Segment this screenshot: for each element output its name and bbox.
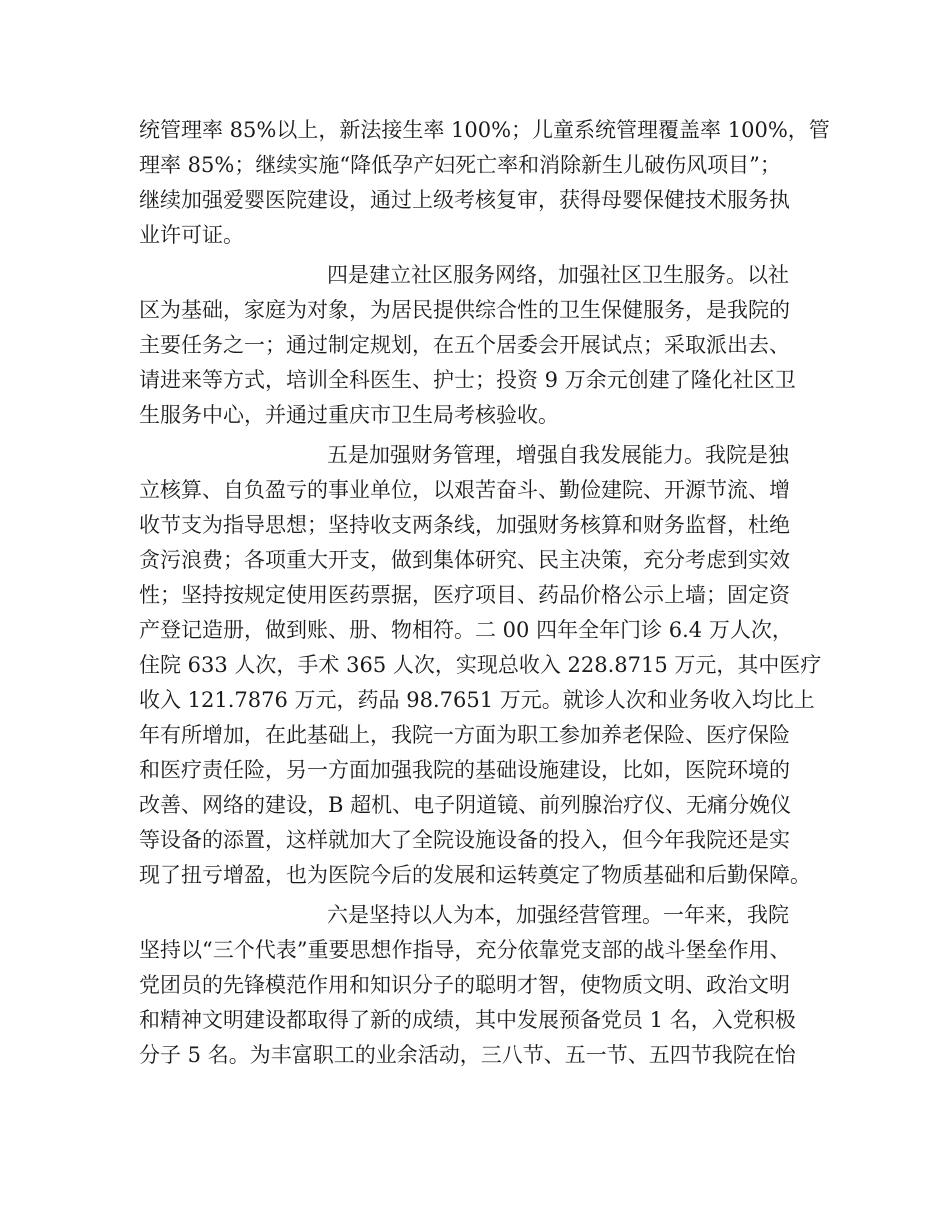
text-line: 产登记造册，做到账、册、物相符。二 00 四年全年门诊 6.4 万人次， [139,618,793,642]
text-line: 坚持以“三个代表”重要思想作指导，充分依靠党支部的战斗堡垒作用、 [139,938,791,962]
text-line: 住院 633 人次，手术 365 人次，实现总收入 228.8715 万元，其中医疗 [139,653,822,677]
paragraph-heading-6: 六是坚持以人为本，加强经营管理。一年来，我院 [327,903,789,927]
text-line: 统管理率 85%以上，新法接生率 100%；儿童系统管理覆盖率 100%，管 [139,118,830,142]
text-line: 生服务中心，并通过重庆市卫生局考核验收。 [139,403,559,427]
text-line: 党团员的先锋模范作用和知识分子的聪明才智，使物质文明、政治文明 [139,973,790,997]
text-line: 立核算、自负盈亏的事业单位，以艰苦奋斗、勤俭建院、开源节流、增 [139,478,790,502]
text-line: 等设备的添置，这样就加大了全院设施设备的投入，但今年我院还是实 [139,828,790,852]
text-line: 分子 5 名。为丰富职工的业余活动，三八节、五一节、五四节我院在怡 [139,1043,796,1067]
paragraph-heading-5: 五是加强财务管理，增强自我发展能力。我院是独 [327,443,789,467]
text-line: 主要任务之一；通过制定规划，在五个居委会开展试点；采取派出去、 [139,333,790,357]
text-line: 现了扭亏增盈，也为医院今后的发展和运转奠定了物质基础和后勤保障。 [139,863,811,887]
text-line: 请进来等方式，培训全科医生、护士；投资 9 万余元创建了隆化社区卫 [139,368,796,392]
text-line: 和医疗责任险，另一方面加强我院的基础设施建设，比如，医院环境的 [139,758,790,782]
text-line: 和精神文明建设都取得了新的成绩，其中发展预备党员 1 名，入党积极 [139,1008,796,1032]
text-line: 收节支为指导思想；坚持收支两条线，加强财务核算和财务监督，杜绝 [139,513,790,537]
text-line: 理率 85%；继续实施“降低孕产妇死亡率和消除新生儿破伤风项目”； [139,153,781,177]
text-line: 区为基础，家庭为对象，为居民提供综合性的卫生保健服务，是我院的 [139,298,790,322]
text-line: 业许可证。 [139,223,244,247]
paragraph-heading-4: 四是建立社区服务网络，加强社区卫生服务。以社 [327,263,789,287]
text-line: 改善、网络的建设，B 超机、电子阴道镜、前列腺治疗仪、无痛分娩仪 [139,793,792,817]
text-line: 贪污浪费；各项重大开支，做到集体研究、民主决策，充分考虑到实效 [139,548,790,572]
text-line: 性；坚持按规定使用医药票据，医疗项目、药品价格公示上墙；固定资 [139,583,790,607]
text-line: 年有所增加，在此基础上，我院一方面为职工参加养老保险、医疗保险 [139,723,790,747]
text-line: 继续加强爱婴医院建设，通过上级考核复审，获得母婴保健技术服务执 [139,188,790,212]
text-line: 收入 121.7876 万元，药品 98.7651 万元。就诊人次和业务收入均比上 [139,688,815,712]
